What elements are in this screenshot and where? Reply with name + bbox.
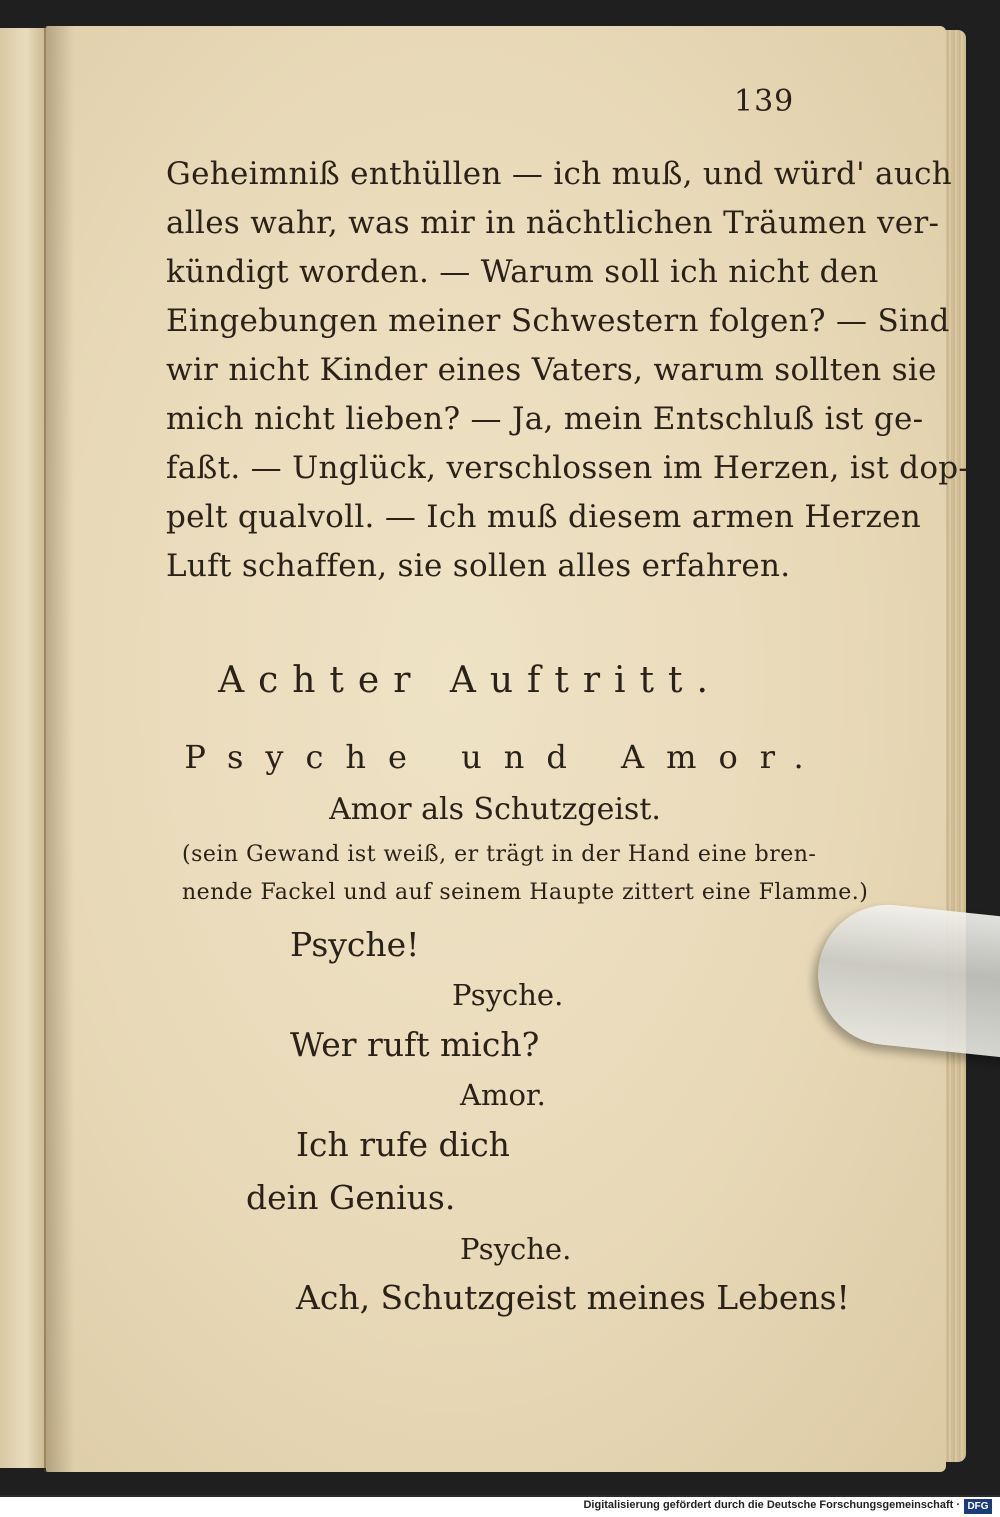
stage-direction-line-2: nende Fackel und auf seinem Haupte zittert eine Flamme.) (182, 880, 869, 905)
scene-heading: Achter Auftritt. (218, 660, 722, 701)
dialogue-line-2: Wer ruft mich? (290, 1025, 540, 1064)
body-line-5: wir nicht Kinder eines Vaters, warum sollten sie (166, 352, 937, 388)
body-line-3: kündigt worden. — Warum soll ich nicht den (166, 254, 879, 290)
body-line-8: pelt qualvoll. — Ich muß diesem armen Herzen (166, 499, 922, 535)
dialogue-line-4: dein Genius. (246, 1178, 456, 1217)
stage-direction-line-1: (sein Gewand ist weiß, er trägt in der Hand eine bren- (182, 842, 817, 867)
speaker-name-2: Amor. (460, 1078, 546, 1112)
page-number: 139 (734, 84, 795, 119)
speaker-name-3: Psyche. (460, 1232, 572, 1266)
body-line-1: Geheimniß enthüllen — ich muß, und würd' auch (166, 156, 953, 192)
footer-bar (0, 1497, 1000, 1517)
dialogue-line-1: Psyche! (290, 925, 420, 964)
speaker-name-1: Psyche. (452, 978, 564, 1012)
funding-credit: Digitalisierung gefördert durch die Deutsche Forschungsgemeinschaft · (583, 1499, 960, 1511)
persons-line: Psyche und Amor. (184, 738, 826, 776)
character-subheading: Amor als Schutzgeist. (329, 792, 661, 827)
dialogue-line-5: Ach, Schutzgeist meines Lebens! (296, 1278, 850, 1317)
body-line-4: Eingebungen meiner Schwestern folgen? — Sind (166, 303, 950, 339)
body-line-9: Luft schaffen, sie sollen alles erfahren. (166, 548, 791, 584)
body-line-6: mich nicht lieben? — Ja, mein Entschluß ist ge- (166, 401, 924, 437)
dialogue-line-3: Ich rufe dich (296, 1125, 510, 1164)
body-line-2: alles wahr, was mir in nächtlichen Träumen ver- (166, 205, 940, 241)
dfg-logo: DFG (964, 1499, 992, 1514)
body-line-7: faßt. — Unglück, verschlossen im Herzen, ist dop- (166, 450, 970, 486)
